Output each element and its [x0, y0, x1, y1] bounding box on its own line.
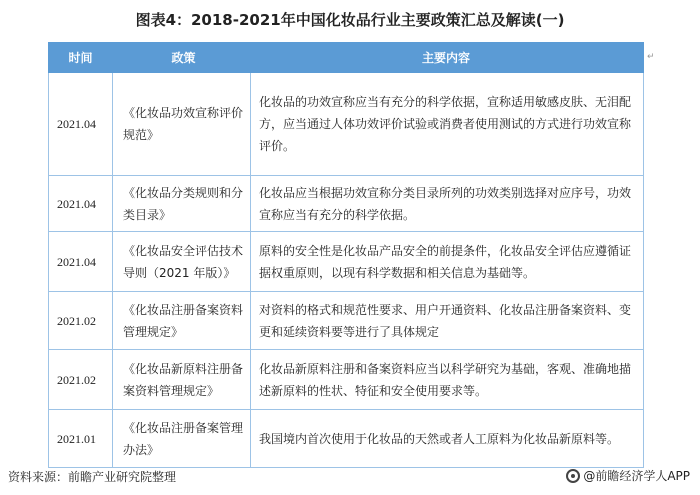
row-policy: 《化妆品分类规则和分类目录》 — [113, 176, 251, 232]
header-time: 时间 — [49, 43, 113, 73]
brand-credit-label: @前瞻经济学人APP — [583, 469, 690, 483]
page-title: 图表4：2018-2021年中国化妆品行业主要政策汇总及解读(一) — [135, 11, 565, 29]
row-content: 化妆品的功效宣称应当有充分的科学依据，宣称适用敏感皮肤、无泪配方，应当通过人体功效评价试验或消费者使用测试的方式进行功效宣称评价。 — [251, 73, 644, 176]
row-policy: 《化妆品新原料注册备案资料管理规定》 — [113, 350, 251, 410]
table-header-row — [49, 43, 644, 73]
row-content: 我国境内首次使用于化妆品的天然或者人工原料为化妆品新原料等。 — [251, 410, 644, 468]
source-note: 资料来源：前瞻产业研究院整理 — [8, 470, 177, 484]
row-time: 2021.04 — [49, 73, 113, 176]
policy-table — [48, 42, 644, 468]
row-time: 2021.01 — [49, 410, 113, 468]
row-content: 化妆品新原料注册和备案资料应当以科学研究为基础，客观、准确地描述新原料的性状、特征和安全使用要求等。 — [251, 350, 644, 410]
brand-logo-icon — [566, 469, 580, 483]
table-row — [49, 410, 644, 468]
header-content-label: 主要内容 — [421, 51, 470, 65]
header-content — [251, 43, 644, 73]
row-policy: 《化妆品安全评估技术导则（2021 年版）》 — [113, 232, 251, 292]
row-policy: 《化妆品注册备案资料管理规定》 — [113, 292, 251, 350]
table-row — [49, 232, 644, 292]
row-time: 2021.02 — [49, 350, 113, 410]
row-time: 2021.04 — [49, 176, 113, 232]
header-policy: 政策 — [113, 43, 251, 73]
table-row — [49, 292, 644, 350]
table-row — [49, 176, 644, 232]
row-content: 化妆品应当根据功效宣称分类目录所列的功效类别选择对应序号，功效宣称应当有充分的科学依据。 — [251, 176, 644, 232]
table-row — [49, 73, 644, 176]
row-time: 2021.04 — [49, 232, 113, 292]
row-policy: 《化妆品注册备案管理办法》 — [113, 410, 251, 468]
table-row — [49, 350, 644, 410]
row-policy: 《化妆品功效宣称评价规范》 — [113, 73, 251, 176]
paragraph-mark: ↵ — [647, 52, 655, 62]
row-content: 对资料的格式和规范性要求、用户开通资料、化妆品注册备案资料、变更和延续资料要等进行了具体规定 — [251, 292, 644, 350]
brand-credit — [566, 467, 690, 484]
row-time: 2021.02 — [49, 292, 113, 350]
row-content: 原料的安全性是化妆品产品安全的前提条件，化妆品安全评估应遵循证据权重原则，以现有科学数据和相关信息为基础等。 — [251, 232, 644, 292]
